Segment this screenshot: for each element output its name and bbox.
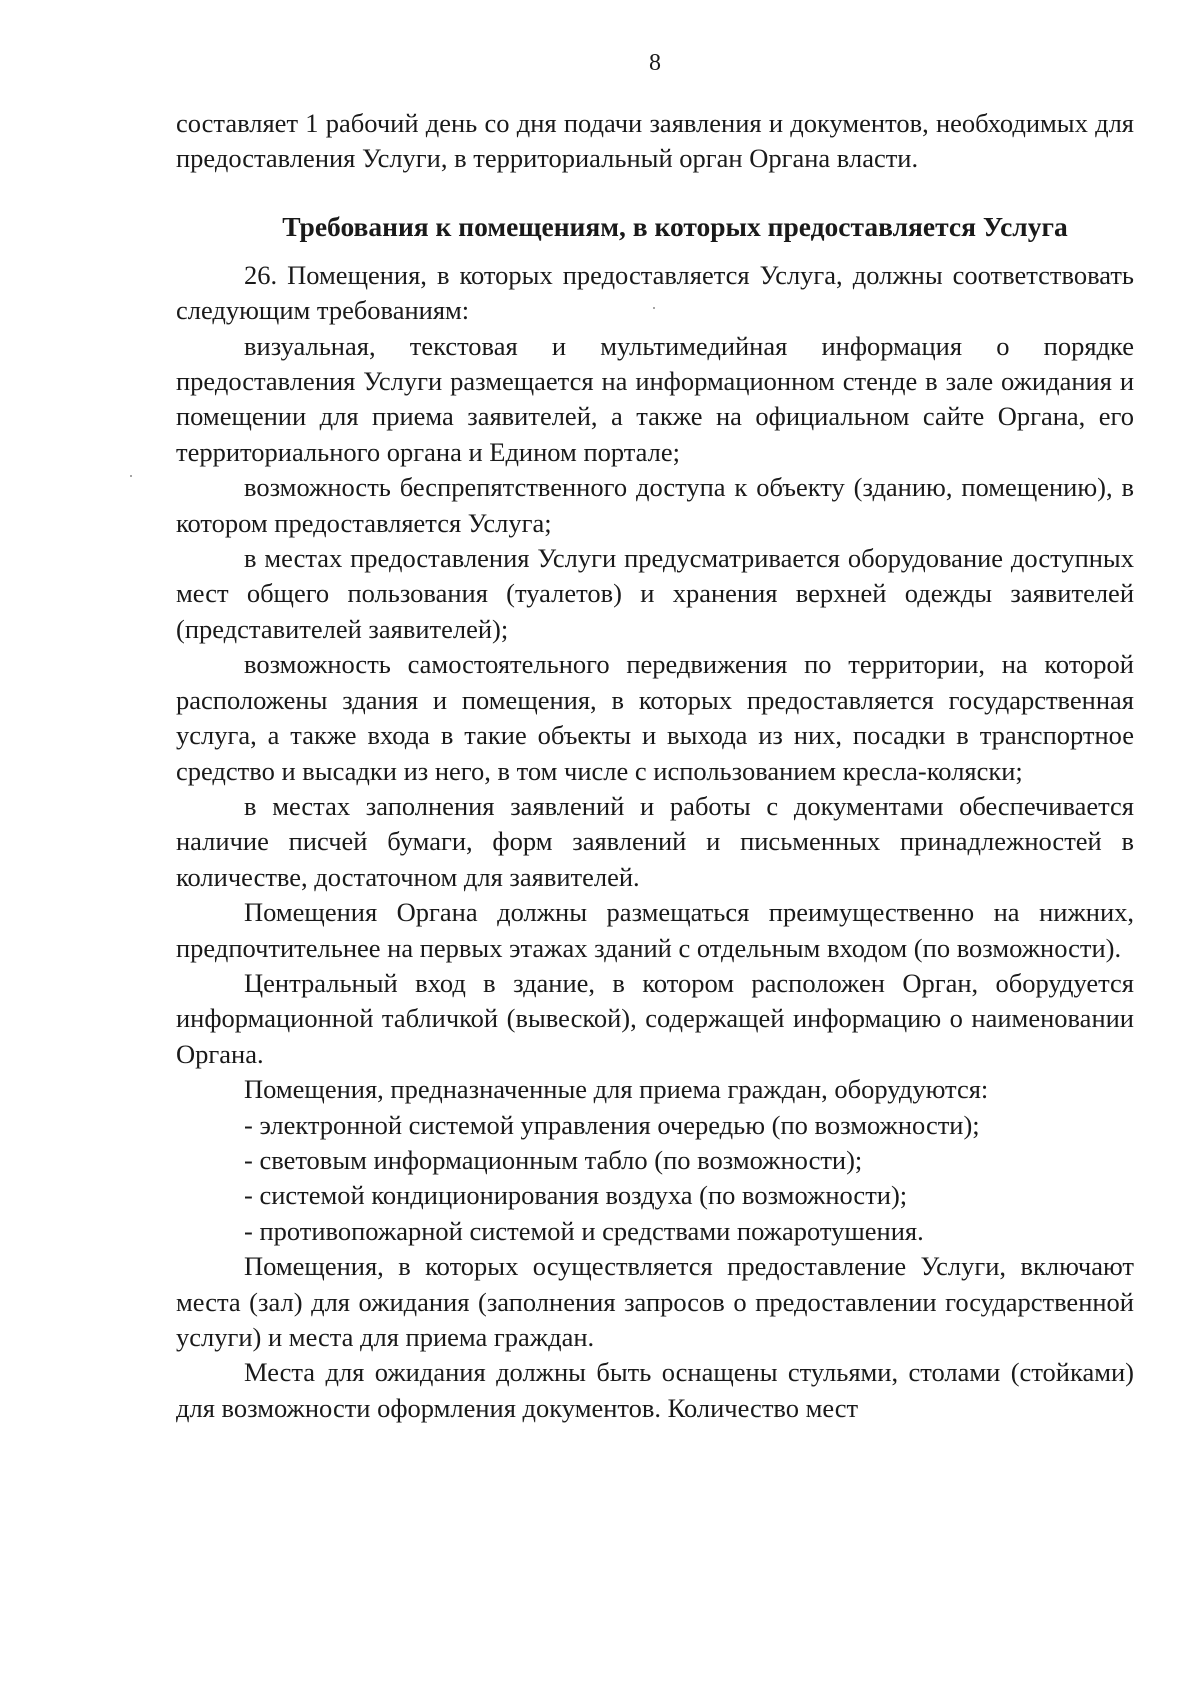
page-number: 8	[649, 50, 661, 76]
paragraph-independent-movement: возможность самостоятельного передвижения по территории, на которой расположены здания и помещения, в которых предоставляется государственная услуга, а также входа в такие объекты и выхода из них, посадки в транспортное средство и высадки из него, в том числе с использованием кресла-коляски;	[176, 649, 1134, 786]
list-item: - системой кондиционирования воздуха (по возможности);	[244, 1180, 908, 1211]
paragraph-visual-info: визуальная, текстовая и мультимедийная информация о порядке предоставления Услуги размещается на информационном стенде в зале ожидания и помещении для приема заявителей, а также на официальном сайте Органа, его территориального органа и Едином портале;	[176, 330, 1134, 467]
paragraph-waiting-furniture: Места для ожидания должны быть оснащены стульями, столами (стойками) для возможности оформления документов. Количество мест	[176, 1357, 1134, 1423]
scan-speck	[653, 307, 655, 309]
paragraph-premises-location: Помещения Органа должны размещаться преимущественно на нижних, предпочтительнее на первых этажах зданий с отдельным входом (по возможности).	[176, 897, 1134, 963]
list-item: - противопожарной системой и средствами пожаротушения.	[244, 1215, 924, 1246]
equipment-list	[176, 1108, 1134, 1250]
document-body	[176, 106, 1134, 1426]
intro-paragraph: составляет 1 рабочий день со дня подачи заявления и документов, необходимых для предоставления Услуги, в территориальный орган Органа власти.	[176, 108, 1134, 174]
list-item: - световым информационным табло (по возможности);	[244, 1144, 863, 1175]
paragraph-waiting-areas: Помещения, в которых осуществляется предоставление Услуги, включают места (зал) для ожидания (заполнения запросов о предоставлении государственной услуги) и места для приема граждан.	[176, 1251, 1134, 1352]
paragraph-central-entrance: Центральный вход в здание, в котором расположен Орган, оборудуется информационной табличкой (вывеской), содержащей информацию о наименовании Органа.	[176, 967, 1134, 1069]
paragraph-writing-supplies: в местах заполнения заявлений и работы с документами обеспечивается наличие писчей бумаги, форм заявлений и письменных принадлежностей в количестве, достаточном для заявителей.	[176, 790, 1134, 892]
section-title: Требования к помещениям, в которых предоставляется Услуга	[282, 210, 1068, 242]
list-item: - электронной системой управления очередью (по возможности);	[244, 1109, 980, 1140]
scan-speck	[130, 475, 132, 477]
paragraph-unobstructed-access: возможность беспрепятственного доступа к объекту (зданию, помещению), в котором предоставляется Услуга;	[176, 472, 1134, 538]
paragraph-reception-premises: Помещения, предназначенные для приема граждан, оборудуются:	[244, 1074, 989, 1105]
paragraph-public-facilities: в местах предоставления Услуги предусматривается оборудование доступных мест общего пользования (туалетов) и хранения верхней одежды заявителей (представителей заявителей);	[176, 543, 1134, 644]
paragraph-26: 26. Помещения, в которых предоставляется Услуга, должны соответствовать следующим требованиям:	[176, 259, 1134, 326]
